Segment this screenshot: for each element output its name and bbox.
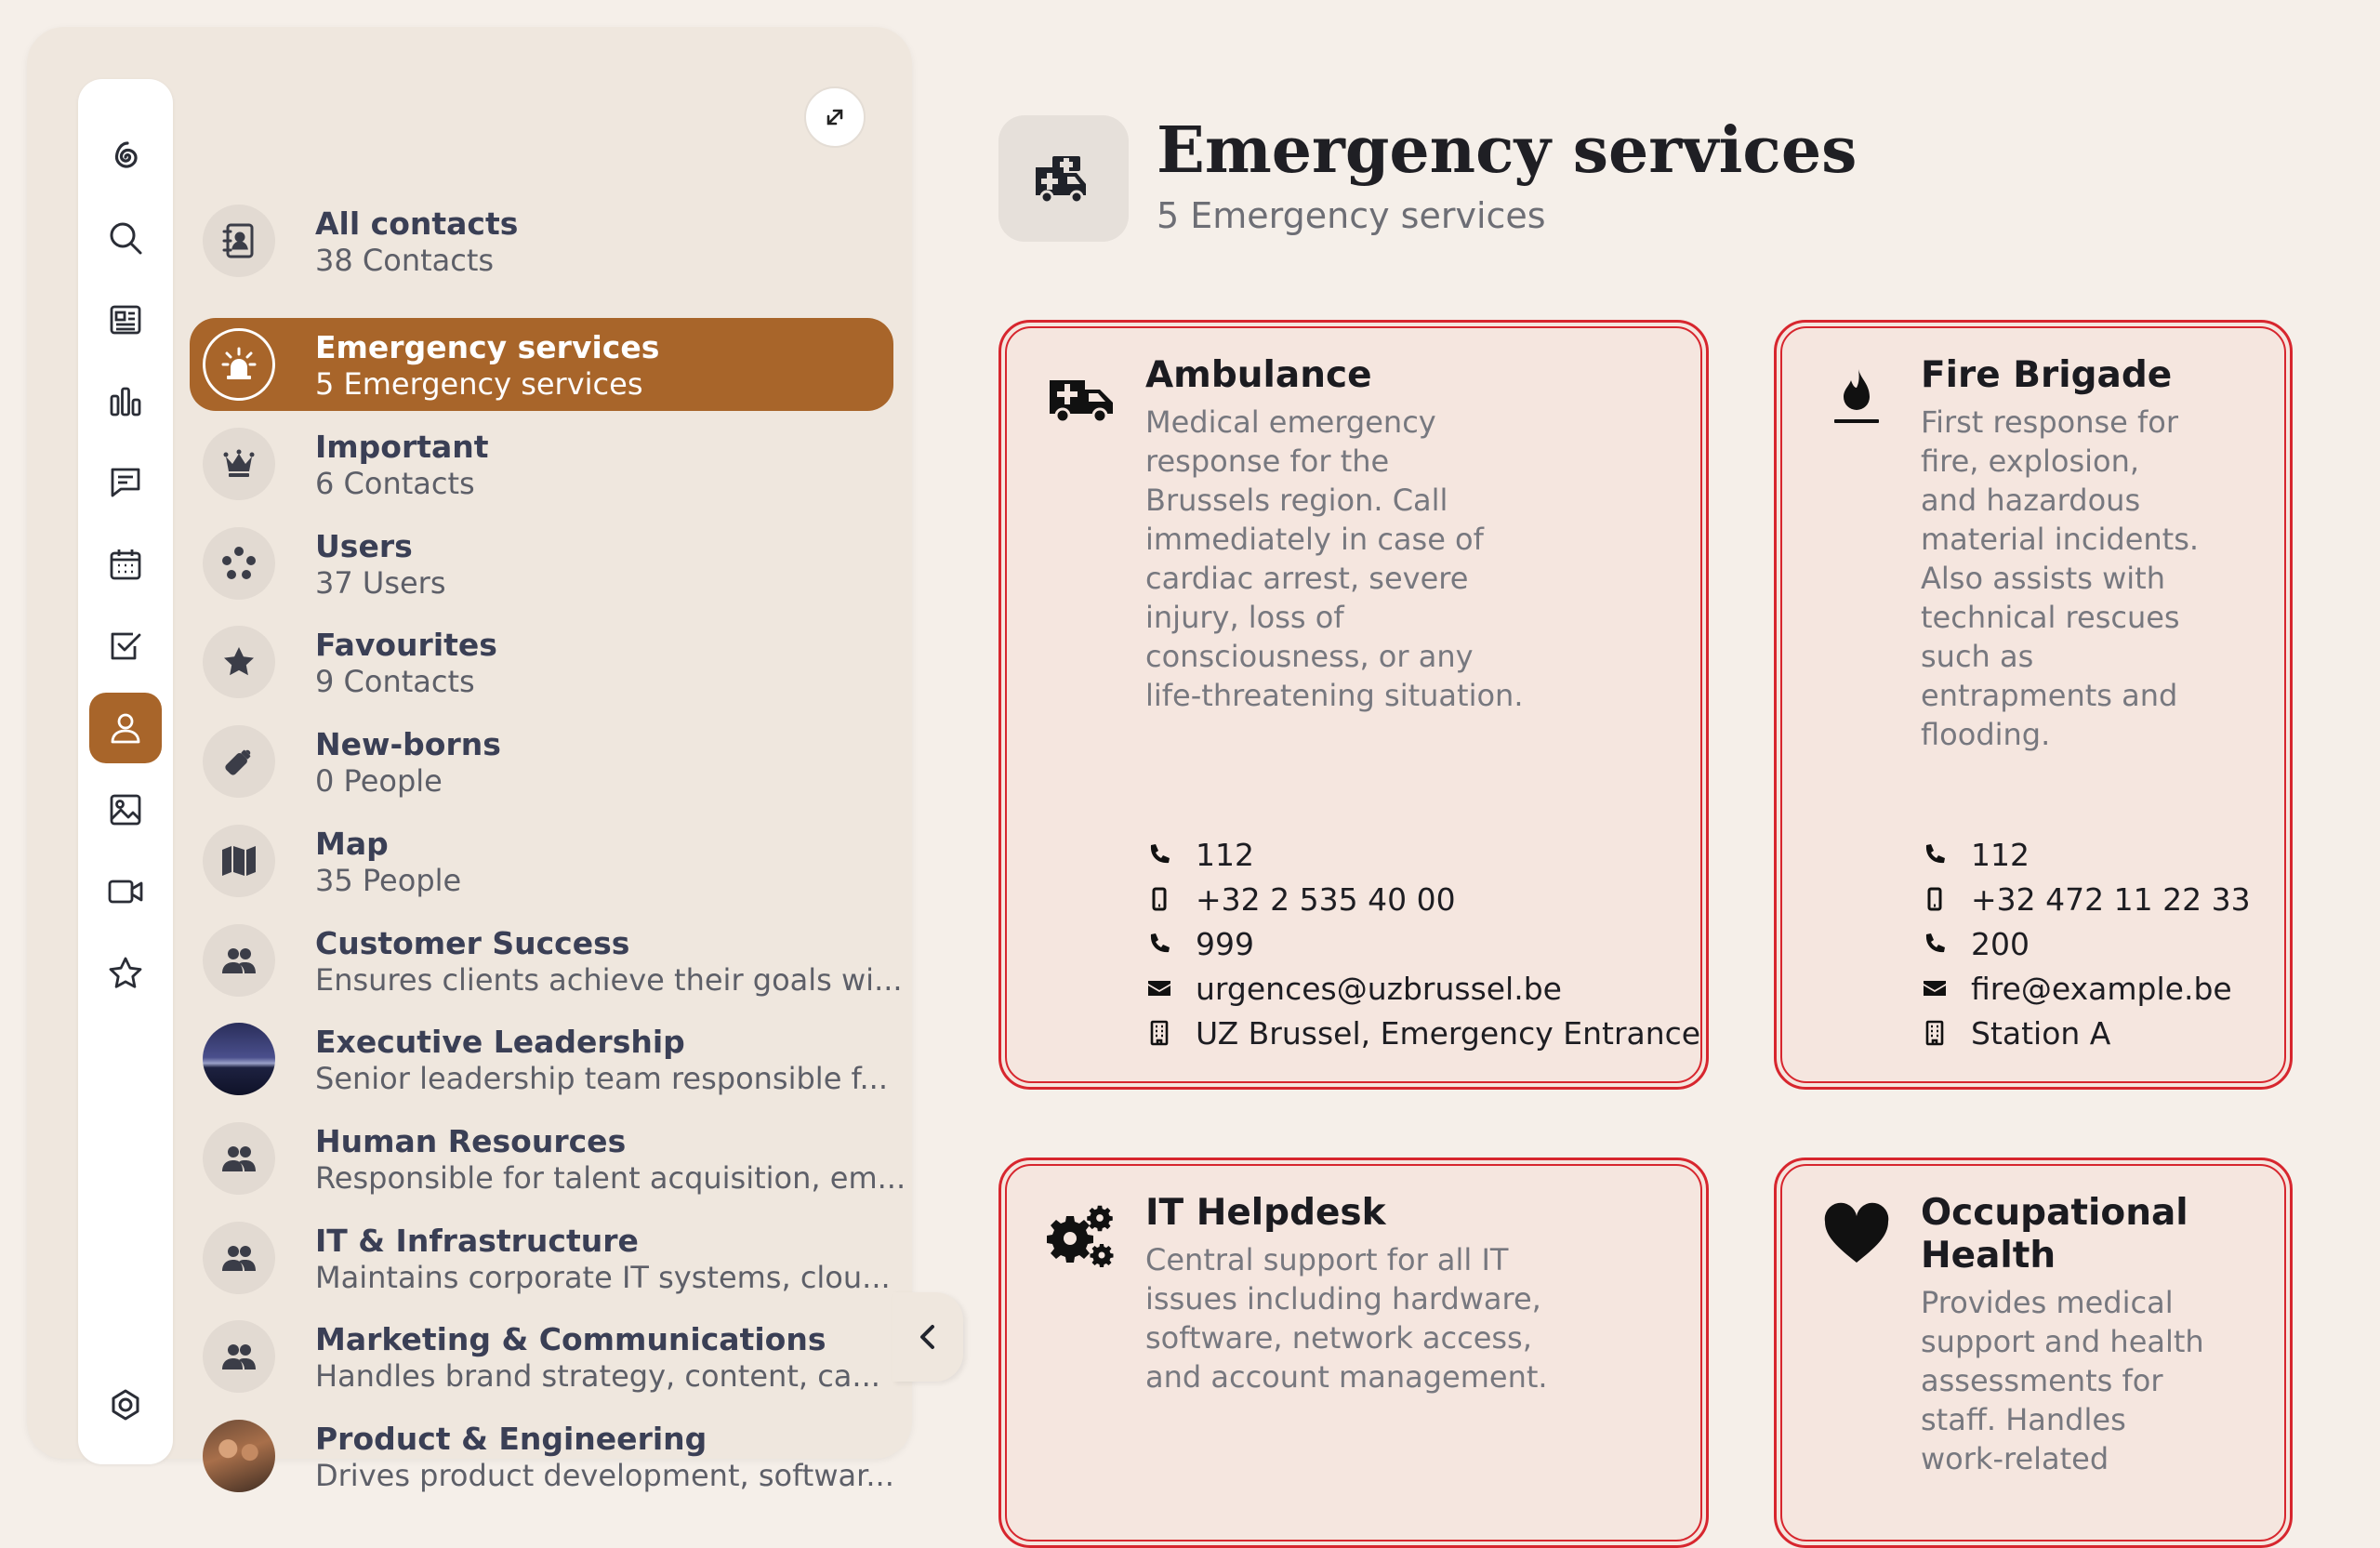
list-item-title: Marketing & Communications	[315, 1321, 826, 1357]
address-row[interactable]	[1921, 1011, 2251, 1055]
contact-value: 112	[1196, 836, 1254, 873]
list-item-subtitle: Responsible for talent acquisition, em...	[315, 1160, 906, 1196]
contact-card-it-helpdesk[interactable]	[998, 1158, 1709, 1548]
contact-value: +32 472 11 22 33	[1971, 880, 2251, 918]
list-item-subtitle: Drives product development, softwar...	[315, 1458, 894, 1493]
list-item-title: All contacts	[315, 205, 519, 242]
newspaper-icon[interactable]	[89, 284, 162, 355]
list-item-title: Executive Leadership	[315, 1024, 685, 1060]
list-item-users[interactable]	[190, 517, 893, 610]
chevron-left-icon	[912, 1321, 944, 1353]
card-title: Occupational Health	[1921, 1192, 2188, 1277]
swirl-logo-icon[interactable]	[89, 122, 162, 192]
contact-value: 999	[1196, 925, 1254, 962]
list-item-title: Map	[315, 826, 389, 862]
phone-row[interactable]	[1145, 832, 1700, 877]
list-item-subtitle: 6 Contacts	[315, 466, 475, 501]
search-icon[interactable]	[89, 203, 162, 273]
heart-icon	[1821, 1201, 1892, 1272]
card-description: Medical emergency response for the Brussels region. Call immediately in case of cardiac arrest, severe injury, loss of consciousness, or any life-threatening situation.	[1145, 404, 1524, 713]
app-nav-rail	[78, 79, 173, 1464]
list-item-subtitle: Senior leadership team responsible f...	[315, 1061, 888, 1096]
contact-value: fire@example.be	[1971, 970, 2232, 1007]
chat-icon[interactable]	[89, 447, 162, 518]
list-item-important[interactable]	[190, 417, 893, 510]
list-item-subtitle: Ensures clients achieve their goals wi...	[315, 962, 903, 998]
list-item-it-infrastructure[interactable]	[190, 1211, 893, 1304]
list-item-title: Users	[315, 528, 413, 564]
card-title: Fire Brigade	[1921, 354, 2173, 396]
expand-icon[interactable]	[804, 86, 866, 148]
card-title: Ambulance	[1145, 354, 1372, 396]
mobile-row[interactable]	[1921, 877, 2251, 921]
crown-icon	[203, 428, 275, 500]
list-item-favourites[interactable]	[190, 615, 893, 708]
chart-bars-icon[interactable]	[89, 366, 162, 437]
page-subtitle: 5 Emergency services	[1157, 195, 1546, 236]
checkbox-icon[interactable]	[89, 611, 162, 681]
group-icon	[203, 1122, 275, 1195]
list-item-title: IT & Infrastructure	[315, 1223, 639, 1259]
list-item-title: New-borns	[315, 726, 501, 762]
group-icon	[203, 1222, 275, 1294]
settings-icon[interactable]	[89, 1369, 162, 1440]
address-row[interactable]	[1145, 1011, 1700, 1055]
card-description: Central support for all IT issues including hardware, software, network access, and account management.	[1145, 1242, 1548, 1395]
email-row[interactable]	[1921, 966, 2251, 1011]
list-item-new-borns[interactable]	[190, 715, 893, 808]
list-item-emergency-services[interactable]	[190, 318, 893, 411]
email-row[interactable]	[1145, 966, 1700, 1011]
contact-details	[1145, 832, 1700, 1055]
list-item-subtitle: 5 Emergency services	[315, 366, 643, 402]
envelope-icon	[1145, 974, 1173, 1002]
person-icon[interactable]	[89, 693, 162, 763]
video-icon[interactable]	[89, 856, 162, 927]
contacts-sidebar	[27, 27, 912, 1493]
card-description: First response for fire, explosion, and hazardous material incidents. Also assists with technical rescues such as entrapments and flooding.	[1921, 404, 2200, 752]
contact-value: 112	[1971, 836, 2030, 873]
list-item-marketing-communications[interactable]	[190, 1310, 893, 1403]
group-icon	[203, 924, 275, 997]
list-item-title: Favourites	[315, 627, 497, 663]
list-item-subtitle: 9 Contacts	[315, 664, 475, 699]
list-item-executive-leadership[interactable]	[190, 1012, 893, 1105]
phone-icon	[1145, 840, 1173, 868]
mobile-icon	[1921, 885, 1949, 913]
fire-icon	[1821, 364, 1892, 434]
contact-value: 200	[1971, 925, 2030, 962]
building-icon	[1921, 1019, 1949, 1047]
map-icon	[203, 825, 275, 897]
contact-details	[1921, 832, 2251, 1055]
contact-card-ambulance[interactable]	[998, 320, 1709, 1090]
phone-row[interactable]	[1145, 921, 1700, 966]
siren-icon	[203, 328, 275, 401]
list-item-subtitle: 0 People	[315, 763, 443, 799]
star-icon	[203, 626, 275, 698]
ambulance-icon	[1046, 364, 1117, 434]
list-item-subtitle: Handles brand strategy, content, ca...	[315, 1358, 880, 1394]
mobile-icon	[1145, 885, 1173, 913]
calendar-icon[interactable]	[89, 529, 162, 600]
group-icon	[203, 1320, 275, 1393]
contact-value: UZ Brussel, Emergency Entrance	[1196, 1014, 1701, 1052]
collapse-sidebar-button[interactable]	[892, 1292, 963, 1382]
list-item-subtitle: 35 People	[315, 863, 462, 898]
baby-bottle-icon	[203, 725, 275, 798]
phone-icon	[1921, 840, 1949, 868]
gears-icon	[1046, 1201, 1117, 1272]
contact-card-fire-brigade[interactable]	[1774, 320, 2293, 1090]
team-photo	[203, 1420, 275, 1492]
list-item-subtitle: 37 Users	[315, 565, 446, 601]
list-item-human-resources[interactable]	[190, 1112, 906, 1205]
list-item-title: Customer Success	[315, 925, 630, 961]
phone-row[interactable]	[1921, 921, 2251, 966]
list-item-title: Human Resources	[315, 1123, 627, 1159]
card-title: IT Helpdesk	[1145, 1192, 1386, 1234]
list-item-product-engineering[interactable]	[190, 1409, 893, 1502]
list-item-title: Product & Engineering	[315, 1421, 707, 1457]
mobile-row[interactable]	[1145, 877, 1700, 921]
list-item-subtitle: Maintains corporate IT systems, clou...	[315, 1260, 891, 1295]
building-icon	[1145, 1019, 1173, 1047]
list-item-customer-success[interactable]	[190, 914, 903, 1007]
contact-card-occupational-health[interactable]	[1774, 1158, 2293, 1548]
list-item-title: Important	[315, 429, 489, 465]
list-item-map[interactable]	[190, 814, 893, 907]
envelope-icon	[1921, 974, 1949, 1002]
list-item-subtitle: 38 Contacts	[315, 243, 495, 278]
card-description: Provides medical support and health assessments for staff. Handles work-related	[1921, 1285, 2204, 1476]
list-item-all-contacts[interactable]	[190, 194, 893, 287]
contact-value: Station A	[1971, 1014, 2111, 1052]
users-circle-icon	[203, 527, 275, 600]
ambulance-icon	[998, 115, 1129, 242]
phone-icon	[1145, 930, 1173, 958]
image-icon[interactable]	[89, 774, 162, 845]
phone-row[interactable]	[1921, 832, 2251, 877]
star-icon[interactable]	[89, 938, 162, 1009]
address-book-icon	[203, 205, 275, 277]
night-landscape-photo	[203, 1023, 275, 1095]
page-title: Emergency services	[1157, 113, 1858, 188]
phone-icon	[1921, 930, 1949, 958]
contact-value: urgences@uzbrussel.be	[1196, 970, 1562, 1007]
list-item-title: Emergency services	[315, 329, 660, 365]
contact-value: +32 2 535 40 00	[1196, 880, 1456, 918]
